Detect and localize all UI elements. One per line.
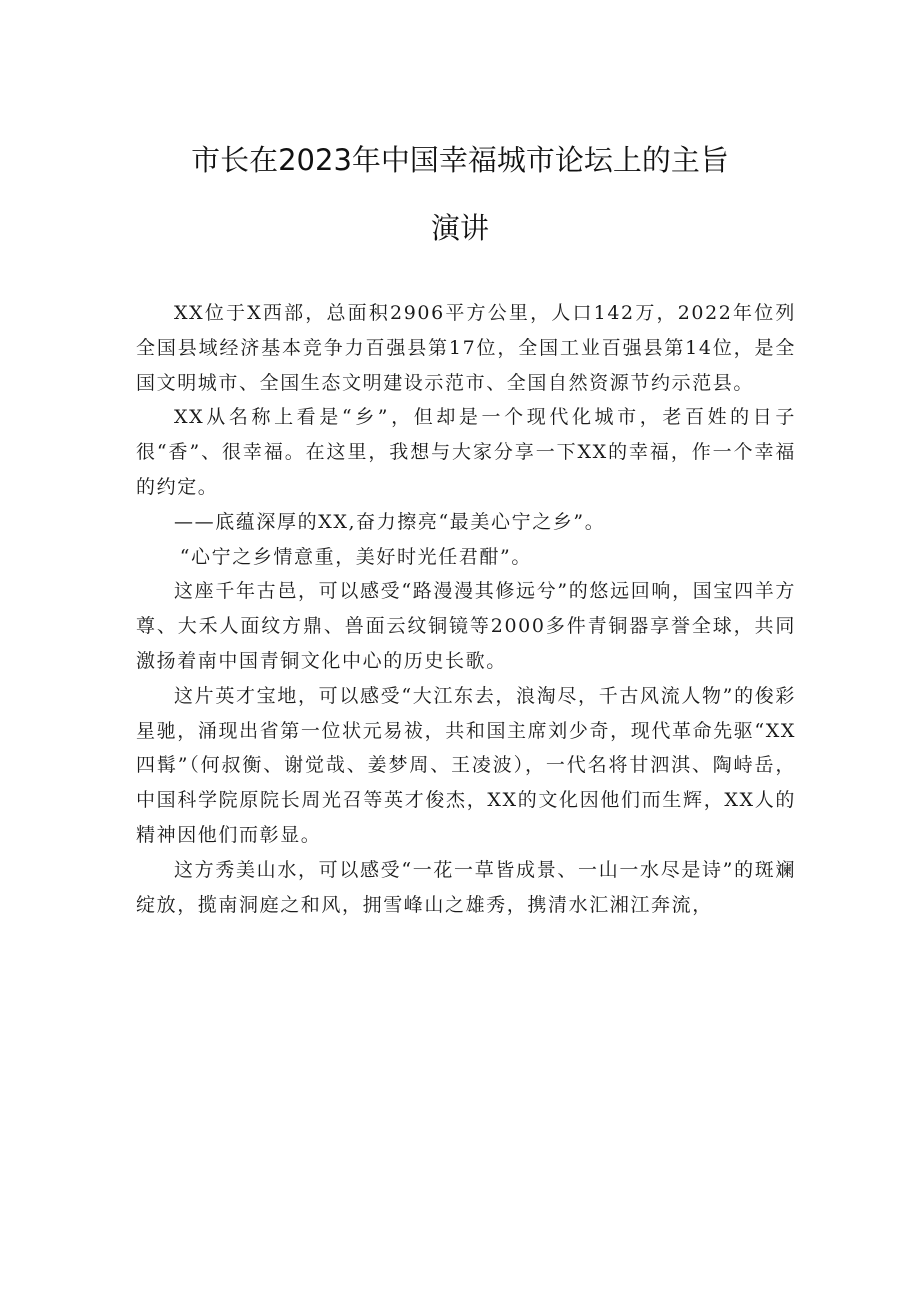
paragraph-section-heading: ——底蕴深厚的XX,奋力擦亮“最美心宁之乡”。	[174, 510, 606, 533]
paragraph-name: XX从名称上看是“乡”，但却是一个现代化城市，老百姓的日子很“香”、很幸福。在这里，我想与大家分享一下XX的幸福，作一个幸福的约定。	[136, 406, 796, 498]
paragraph-landscape: 这方秀美山水，可以感受“一花一草皆成景、一山一水尽是诗”的斑斓绽放，揽南洞庭之和风，拥雪峰山之雄秀，携清水汇湘江奔流，	[136, 858, 796, 916]
document-body	[136, 296, 796, 922]
document-title-line-2: 演讲	[430, 211, 489, 245]
paragraph-ancient-town: 这座千年古邑，可以感受“路漫漫其修远兮”的悠远回响，国宝四羊方尊、大禾人面纹方鼎、兽面云纹铜镜等2000多件青铜器享誉全球，共同激扬着南中国青铜文化中心的历史长歌。	[136, 580, 796, 672]
paragraph-quote: “心宁之乡情意重，美好时光任君酣”。	[179, 545, 532, 568]
paragraph-talents: 这片英才宝地，可以感受“大江东去，浪淘尽，千古风流人物”的俊彩星驰，涌现出省第一位状元易祓，共和国主席刘少奇，现代革命先驱“XX四髯”（何叔衡、谢觉哉、姜梦周、王凌波），一代名将甘泗淇、陶峙岳，中国科学院原院长周光召等英才俊杰，XX的文化因他们而生辉，XX人的精神因他们而彰显。	[136, 684, 796, 846]
paragraph-intro: XX位于X西部，总面积2906平方公里，人口142万，2022年位列全国县域经济基本竞争力百强县第17位，全国工业百强县第14位，是全国文明城市、全国生态文明建设示范市、全国自然资源节约示范县。	[136, 302, 796, 394]
document-title-line-1: 市长在2023年中国幸福城市论坛上的主旨	[191, 143, 729, 177]
